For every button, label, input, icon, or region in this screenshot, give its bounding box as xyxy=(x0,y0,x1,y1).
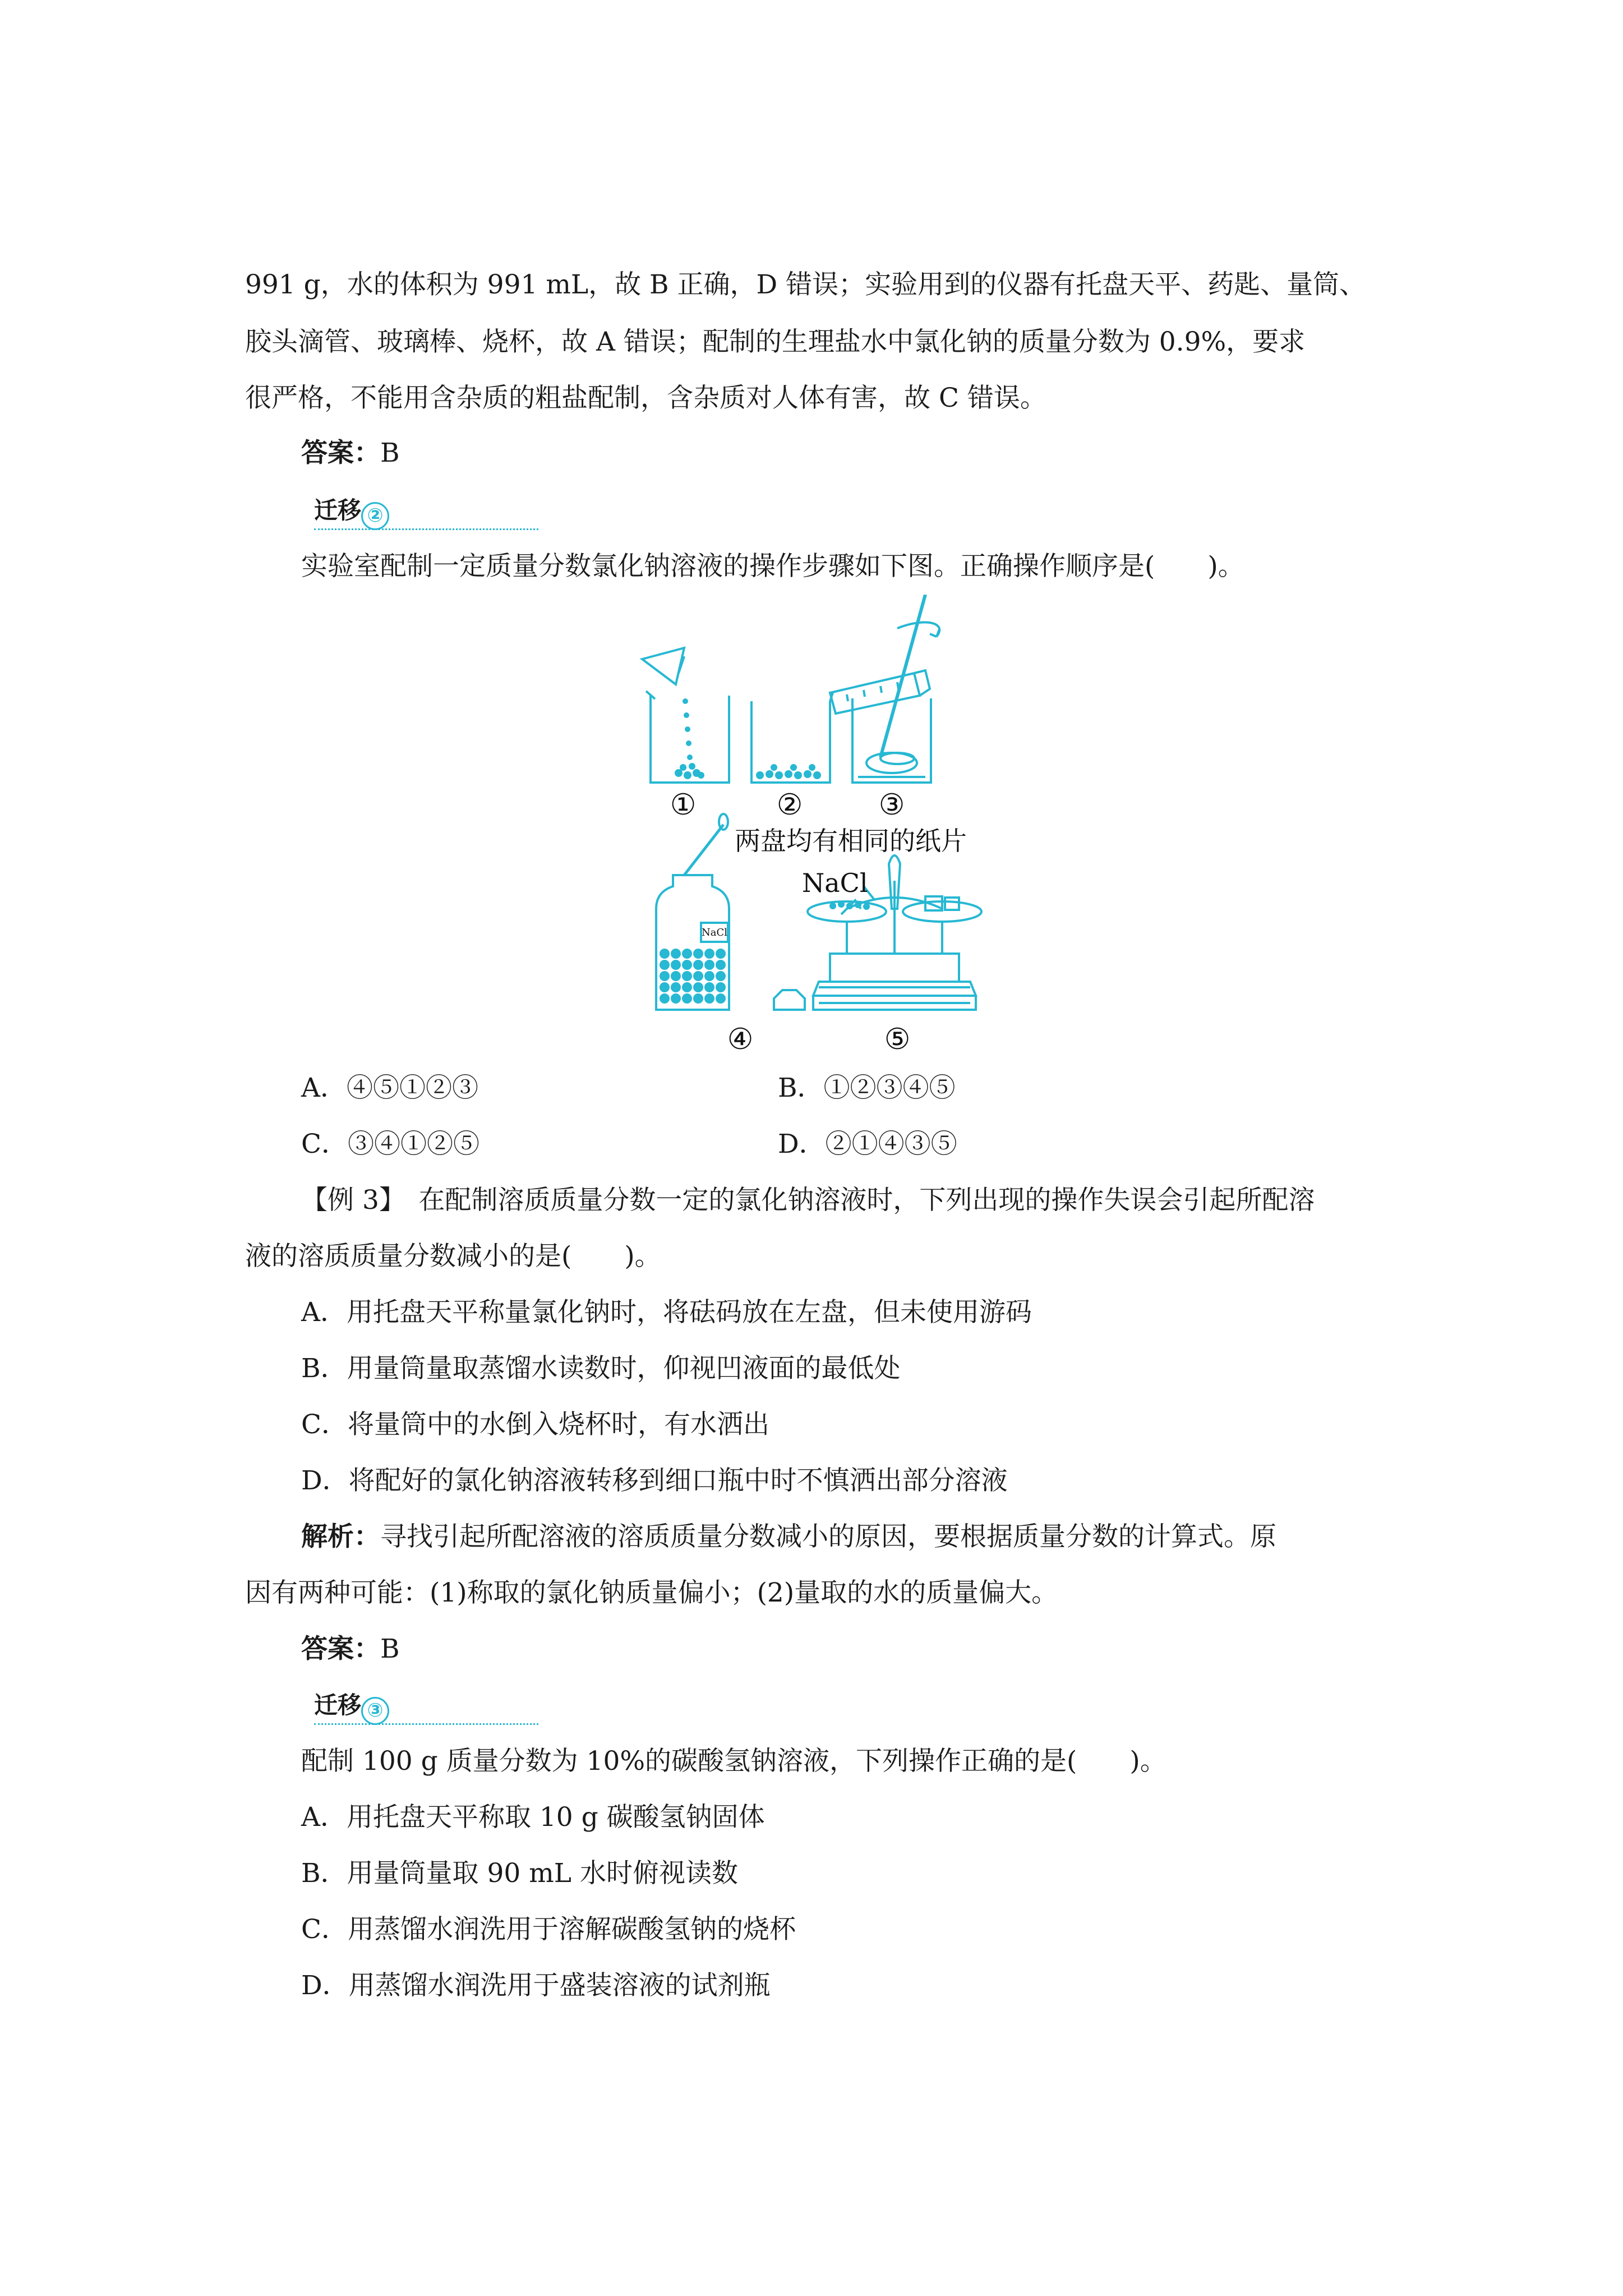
option-b: B．用量筒量取蒸馏水读数时，仰视凹液面的最低处 xyxy=(301,1353,901,1384)
example-tag: 【例 3】 xyxy=(301,1185,393,1216)
migration-label: 迁移 xyxy=(314,496,362,524)
option-a: A．用托盘天平称取 10 g 碳酸氢钠固体 xyxy=(301,1802,765,1833)
paragraph-line: 胶头滴管、玻璃棒、烧杯，故 A 错误；配制的生理盐水中氯化钠的质量分数为 0.9%，要求 xyxy=(245,326,1306,357)
analysis-label: 解析： xyxy=(301,1521,380,1552)
answer-label: 答案： xyxy=(301,1634,380,1664)
example-line: 液的溶质质量分数减小的是( )。 xyxy=(245,1241,661,1272)
example-line xyxy=(301,1172,1445,1228)
beaker-stirring xyxy=(852,595,939,783)
figure-step-label: ④ xyxy=(727,1023,754,1056)
option-c: C．将量筒中的水倒入烧杯时，有水洒出 xyxy=(301,1409,769,1440)
migration-header xyxy=(314,494,538,530)
question-line: 配制 100 g 质量分数为 10%的碳酸氢钠溶液，下列操作正确的是( )。 xyxy=(301,1746,1166,1777)
option-c: C．用蒸馏水润洗用于溶解碳酸氢钠的烧杯 xyxy=(301,1914,796,1945)
example-text: 在配制溶质质量分数一定的氯化钠溶液时，下列出现的操作失误会引起所配溶 xyxy=(418,1185,1315,1216)
migration-number-badge: ② xyxy=(361,502,389,530)
beaker-pouring-solid xyxy=(642,648,729,783)
answer-value: B xyxy=(380,438,400,468)
analysis-line: 因有两种可能：(1)称取的氯化钠质量偏小；(2)量取的水的质量偏大。 xyxy=(245,1577,1058,1608)
option-b: B．用量筒量取 90 mL 水时俯视读数 xyxy=(301,1858,738,1889)
answer-label: 答案： xyxy=(301,438,380,468)
option-a: A．用托盘天平称量氯化钠时，将砝码放在左盘，但未使用游码 xyxy=(301,1297,1032,1328)
paragraph-line: 很严格，不能用含杂质的粗盐配制，含杂质对人体有害，故 C 错误。 xyxy=(245,383,1046,413)
option-d: D．②①④③⑤ xyxy=(778,1129,957,1159)
answer-line xyxy=(301,425,1445,481)
migration-label: 迁移 xyxy=(314,1691,362,1719)
bottle-label: NaCl xyxy=(701,927,728,938)
answer-value: B xyxy=(380,1634,400,1664)
beaker-with-solid xyxy=(751,670,930,783)
migration-number-badge: ③ xyxy=(361,1697,389,1725)
option-b: B．①②③④⑤ xyxy=(778,1073,956,1103)
analysis-text: 寻找引起所配溶液的溶质质量分数减小的原因，要根据质量分数的计算式。原 xyxy=(380,1521,1276,1552)
migration-header xyxy=(314,1688,538,1725)
figure-step-label: ⑤ xyxy=(884,1023,911,1056)
option-a: A．④⑤①②③ xyxy=(301,1073,478,1103)
figure-caption: 两盘均有相同的纸片 xyxy=(735,826,967,856)
nacl-label: NaCl xyxy=(802,868,868,898)
paragraph-line: 991 g，水的体积为 991 mL，故 B 正确，D 错误；实验用到的仪器有托盘天平、药匙、量筒、 xyxy=(245,269,1366,300)
experiment-figure xyxy=(634,595,1060,1060)
figure-step-label: ③ xyxy=(878,788,905,822)
answer-line xyxy=(301,1621,1445,1677)
figure-step-label: ① xyxy=(670,788,697,822)
option-d: D．将配好的氯化钠溶液转移到细口瓶中时不慎洒出部分溶液 xyxy=(301,1465,1008,1496)
figure-step-label: ② xyxy=(776,788,803,822)
option-c: C．③④①②⑤ xyxy=(301,1129,479,1159)
question-line: 实验室配制一定质量分数氯化钠溶液的操作步骤如下图。正确操作顺序是( )。 xyxy=(301,551,1244,582)
option-d: D．用蒸馏水润洗用于盛装溶液的试剂瓶 xyxy=(301,1970,771,2001)
analysis-line xyxy=(301,1509,1445,1565)
